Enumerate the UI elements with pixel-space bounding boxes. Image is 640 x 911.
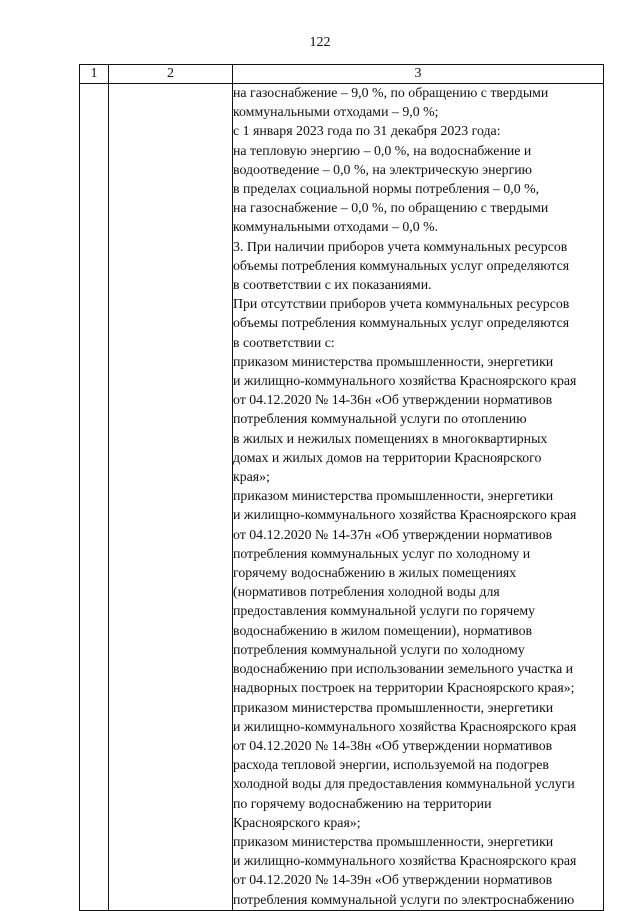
table-header-row <box>80 65 604 84</box>
text-line: и жилищно-коммунального хозяйства Красноярского края <box>233 374 577 390</box>
text-line: и жилищно-коммунального хозяйства Красноярского края <box>233 719 577 735</box>
text-line: приказом министерства промышленности, энергетики <box>233 834 554 850</box>
table-cell-col1 <box>80 84 109 911</box>
text-line: водоснабжению в жилом помещении), нормативов <box>233 623 533 639</box>
text-line: в соответствии с: <box>233 335 335 351</box>
text-line: водоотведение – 0,0 %, на электрическую энергию <box>233 162 533 178</box>
text-line: приказом министерства промышленности, энергетики <box>233 700 554 716</box>
text-line: коммунальными отходами – 9,0 %; <box>233 105 439 121</box>
text-line: потребления коммунальной услуги по электроснабжению <box>233 892 575 908</box>
text-line: холодной воды для предоставления коммунальной услуги <box>233 777 575 793</box>
column-header-1: 1 <box>80 65 109 84</box>
text-line: коммунальными отходами – 0,0 %. <box>233 220 439 236</box>
text-line: горячему водоснабжению в жилых помещениях <box>233 566 517 582</box>
document-table <box>79 64 604 911</box>
text-line: потребления коммунальной услуги по отоплению <box>233 412 527 428</box>
column-header-3: 3 <box>233 65 604 84</box>
page-number: 122 <box>309 35 331 50</box>
text-line: 3. При наличии приборов учета коммунальных ресурсов <box>233 239 568 255</box>
table-cell-text <box>233 84 604 911</box>
text-line: на газоснабжение – 9,0 %, по обращению с твердыми <box>233 86 549 101</box>
text-line: предоставления коммунальной услуги по горячему <box>233 604 536 620</box>
text-line: расхода тепловой энергии, используемой на подогрев <box>233 758 549 774</box>
text-line: приказом министерства промышленности, энергетики <box>233 489 554 505</box>
text-line: от 04.12.2020 № 14-36н «Об утверждении нормативов <box>233 393 553 409</box>
text-line: в пределах социальной нормы потребления – 0,0 %, <box>233 182 540 198</box>
text-line: объемы потребления коммунальных услуг определяются <box>233 316 570 332</box>
text-line: потребления коммунальных услуг по холодному и <box>233 546 531 562</box>
text-line: (нормативов потребления холодной воды для <box>233 585 500 601</box>
text-line: и жилищно-коммунального хозяйства Красноярского края <box>233 508 577 524</box>
text-line: водоснабжению при использовании земельного участка и <box>233 662 574 678</box>
text-line: домах и жилых домов на территории Красноярского <box>233 450 542 466</box>
column-header-2: 2 <box>109 65 233 84</box>
text-line: с 1 января 2023 года по 31 декабря 2023 года: <box>233 124 501 140</box>
text-line: Красноярского края»; <box>233 815 361 831</box>
text-line: на тепловую энергию – 0,0 %, на водоснабжение и <box>233 143 532 159</box>
text-line: от 04.12.2020 № 14-37н «Об утверждении нормативов <box>233 527 553 543</box>
table-row <box>80 84 604 911</box>
text-line: на газоснабжение – 0,0 %, по обращению с твердыми <box>233 201 549 217</box>
text-line: в соответствии с их показаниями. <box>233 278 432 294</box>
text-line: от 04.12.2020 № 14-39н «Об утверждении нормативов <box>233 873 553 889</box>
text-line: При отсутствии приборов учета коммунальных ресурсов <box>233 297 570 313</box>
text-line: края»; <box>233 470 270 486</box>
text-line: надворных построек на территории Красноярского края»; <box>233 681 575 697</box>
text-line: по горячему водоснабжению на территории <box>233 796 492 812</box>
text-line: потребления коммунальной услуги по холодному <box>233 642 525 658</box>
table-cell-col2 <box>109 84 233 911</box>
text-line: от 04.12.2020 № 14-38н «Об утверждении нормативов <box>233 738 553 754</box>
text-line: приказом министерства промышленности, энергетики <box>233 354 554 370</box>
text-line: в жилых и нежилых помещениях в многоквартирных <box>233 431 548 447</box>
text-line: объемы потребления коммунальных услуг определяются <box>233 258 570 274</box>
text-line: и жилищно-коммунального хозяйства Красноярского края <box>233 854 577 870</box>
